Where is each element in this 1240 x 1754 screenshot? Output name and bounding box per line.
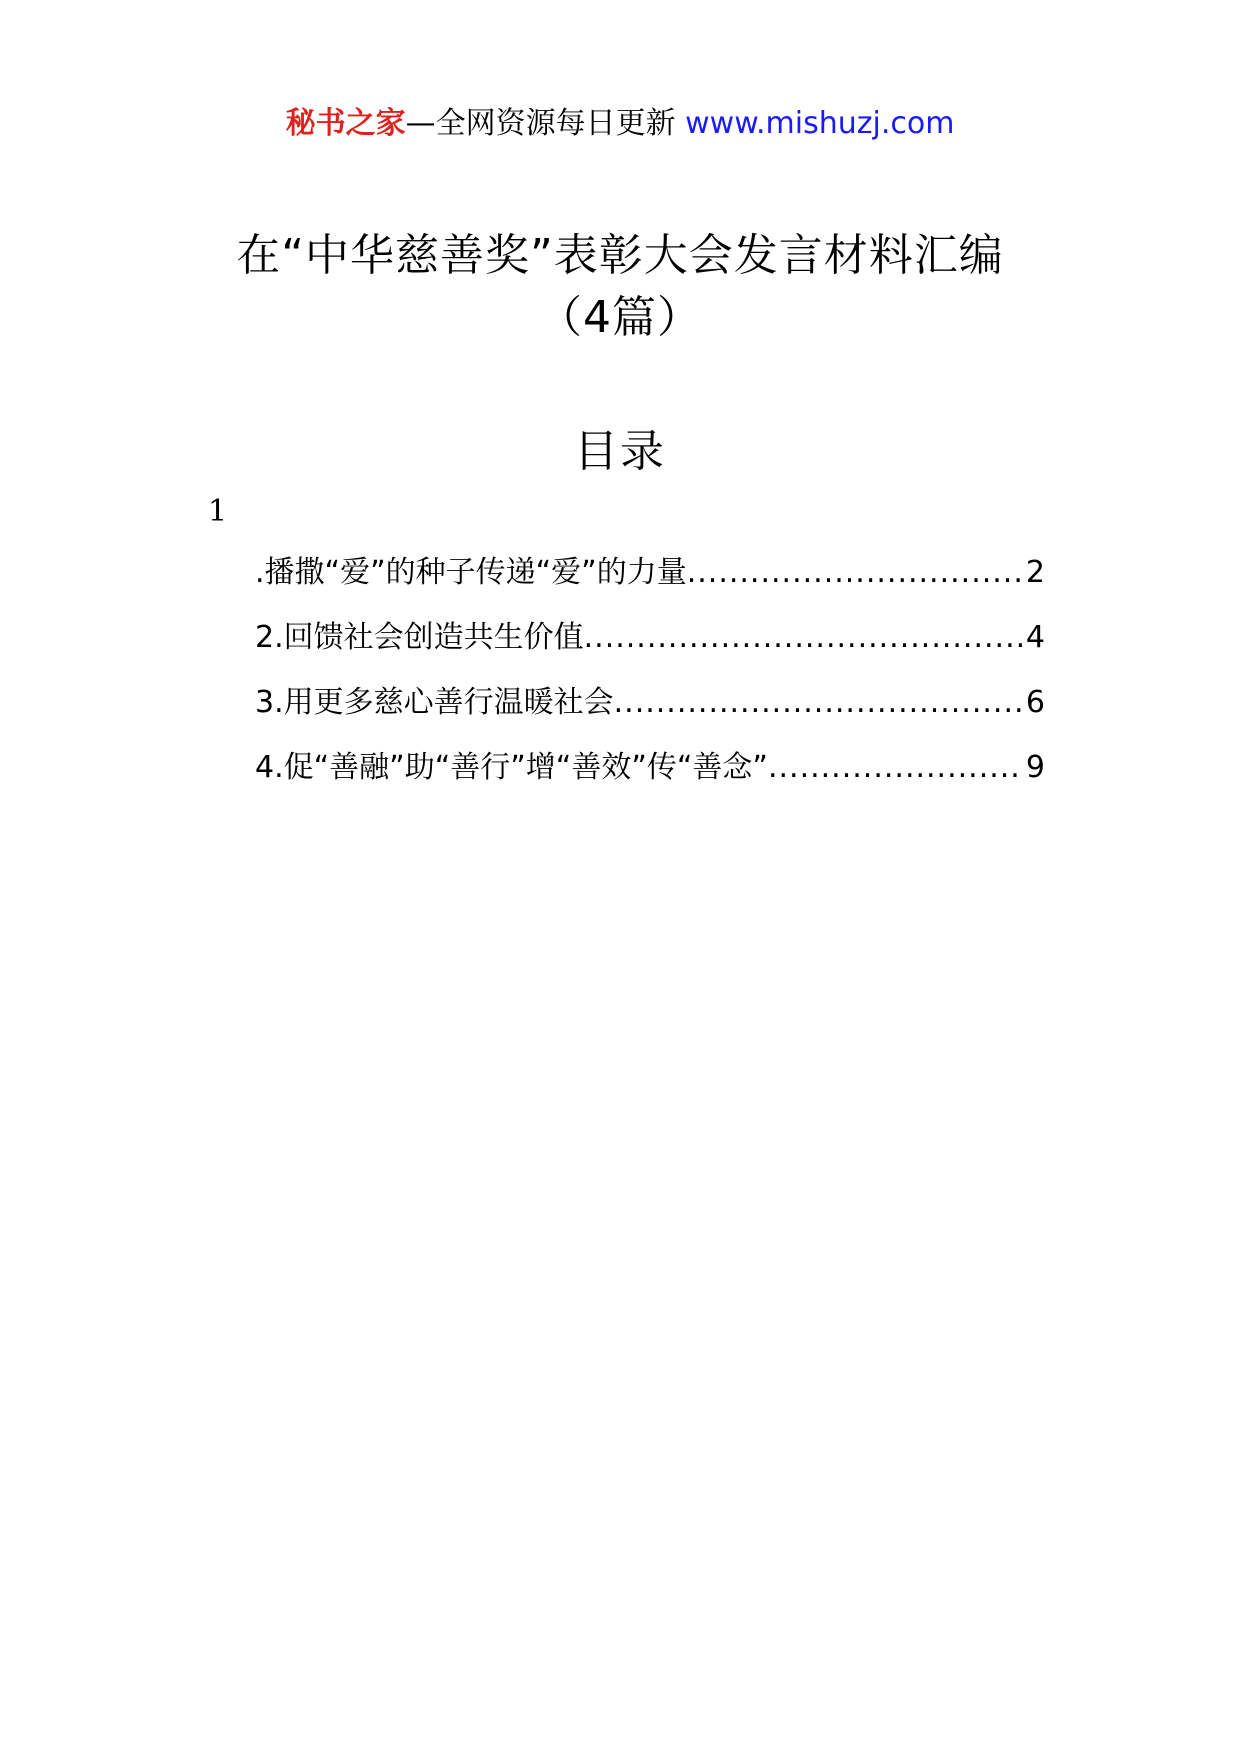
brand-name: 秘书之家: [285, 106, 406, 141]
toc-dot-leader: [687, 553, 1024, 593]
toc-entry[interactable]: [255, 553, 1045, 618]
toc-entry-title: .播撒“爱”的种子传递“爱”的力量: [255, 555, 687, 590]
toc-entry-title: 4.促“善融”助“善行”增“善效”传“善念”: [255, 750, 768, 785]
header-tagline: —全网资源每日更新: [405, 106, 676, 141]
toc-dot-leader: [614, 683, 1024, 723]
toc-entry[interactable]: [255, 683, 1045, 748]
toc-dot-leader: [768, 748, 1024, 788]
table-of-contents: [255, 553, 1045, 813]
toc-dot-leader: [584, 618, 1024, 658]
toc-entry[interactable]: [255, 618, 1045, 683]
site-header: [0, 100, 1240, 148]
toc-entry-page: 6: [1025, 685, 1045, 720]
title-line-2: （4篇）: [538, 292, 702, 343]
toc-marker: 1: [208, 494, 228, 529]
toc-entry-page: 2: [1025, 555, 1045, 590]
toc-entry[interactable]: [255, 748, 1045, 813]
toc-entry-page: 9: [1025, 750, 1045, 785]
toc-entry-title: 3.用更多慈心善行温暖社会: [255, 685, 614, 720]
document-title: [0, 225, 1240, 349]
title-line-1: 在“中华慈善奖”表彰大会发言材料汇编: [236, 230, 1004, 281]
site-url-link[interactable]: www.mishuzj.com: [685, 106, 955, 141]
toc-entry-page: 4: [1025, 620, 1045, 655]
toc-heading: 目录: [574, 426, 666, 477]
toc-entry-title: 2.回馈社会创造共生价值: [255, 620, 584, 655]
